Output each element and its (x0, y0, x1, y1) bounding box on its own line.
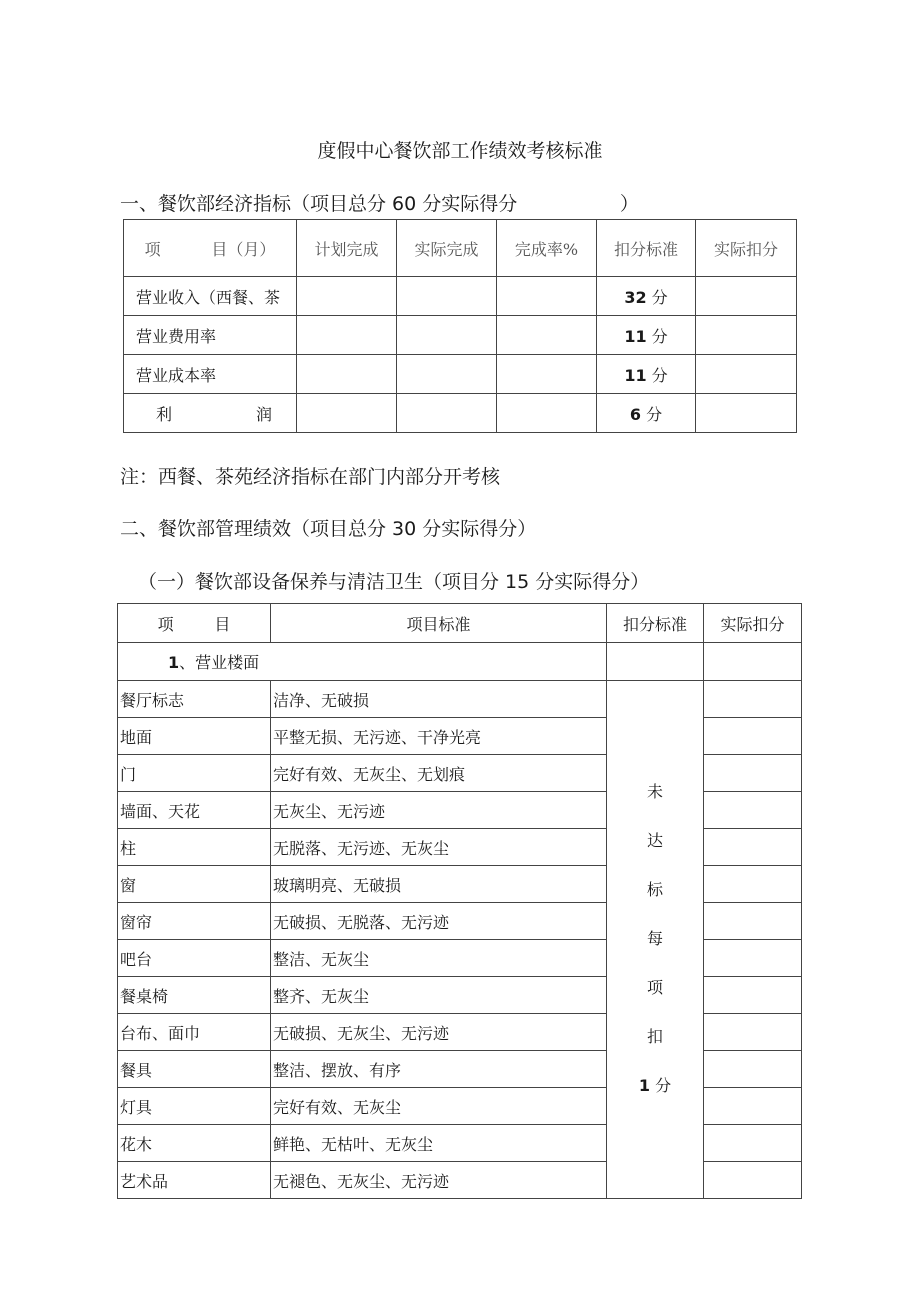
cell-actual (397, 316, 497, 355)
section2-heading: 二、餐饮部管理绩效（项目总分 30 分实际得分） (120, 518, 537, 540)
header-actual-deduction: 实际扣分 (696, 220, 797, 277)
table-header-row (118, 604, 802, 643)
cell-rate (497, 394, 597, 433)
cell-actual-deduction (704, 718, 802, 755)
header-standard: 项目标准 (271, 604, 607, 643)
subsection-title: 1、营业楼面 (118, 643, 607, 681)
cell-actual-deduction (696, 394, 797, 433)
row-points: 6 分 (597, 394, 696, 433)
row-item: 墙面、天花 (118, 792, 271, 829)
note-text: 注：西餐、茶苑经济指标在部门内部分开考核 (120, 466, 501, 488)
cell-planned (297, 355, 397, 394)
cell-actual (397, 394, 497, 433)
equipment-cleaning-table (117, 603, 802, 1199)
cell-planned (297, 277, 397, 316)
cell-actual-deduction (704, 1088, 802, 1125)
cell-actual-deduction (704, 1125, 802, 1162)
row-points: 11 分 (597, 316, 696, 355)
cell-actual-deduction (696, 355, 797, 394)
row-standard: 完好有效、无灰尘、无划痕 (271, 755, 607, 792)
row-item: 灯具 (118, 1088, 271, 1125)
cell-planned (297, 316, 397, 355)
row-item: 餐厅标志 (118, 681, 271, 718)
row-points: 11 分 (597, 355, 696, 394)
table-row (124, 394, 797, 433)
cell-actual-deduction (704, 792, 802, 829)
table-header-row (124, 220, 797, 277)
row-standard: 平整无损、无污迹、干净光亮 (271, 718, 607, 755)
cell-actual-deduction (704, 1051, 802, 1088)
row-item: 营业成本率 (124, 355, 297, 394)
header-actual: 实际完成 (397, 220, 497, 277)
cell-rate (497, 316, 597, 355)
cell-actual (397, 355, 497, 394)
row-item: 餐桌椅 (118, 977, 271, 1014)
cell-actual-deduction (704, 1162, 802, 1199)
cell-rate (497, 355, 597, 394)
header-actual-deduction: 实际扣分 (704, 604, 802, 643)
row-item: 吧台 (118, 940, 271, 977)
row-item: 地面 (118, 718, 271, 755)
cell-deduction-standard (607, 643, 704, 681)
row-standard: 无灰尘、无污迹 (271, 792, 607, 829)
section1-heading: 一、餐饮部经济指标（项目总分 60 分实际得分 ） (120, 193, 639, 215)
row-item: 窗 (118, 866, 271, 903)
header-deduction-standard: 扣分标准 (607, 604, 704, 643)
row-standard: 完好有效、无灰尘 (271, 1088, 607, 1125)
row-standard: 整洁、摆放、有序 (271, 1051, 607, 1088)
economic-indicators-table (123, 219, 797, 433)
row-standard: 玻璃明亮、无破损 (271, 866, 607, 903)
table-row (118, 681, 802, 718)
deduction-standard-merged: 未 达 标 每 项 扣 1 分 (607, 681, 704, 1199)
cell-actual-deduction (704, 903, 802, 940)
document-title: 度假中心餐饮部工作绩效考核标准 (317, 140, 603, 162)
row-standard: 无破损、无脱落、无污迹 (271, 903, 607, 940)
cell-actual-deduction (696, 277, 797, 316)
cell-actual-deduction (704, 643, 802, 681)
row-standard: 洁净、无破损 (271, 681, 607, 718)
row-standard: 整齐、无灰尘 (271, 977, 607, 1014)
row-points: 32 分 (597, 277, 696, 316)
row-item: 台布、面巾 (118, 1014, 271, 1051)
table-row (124, 277, 797, 316)
subsection-row (118, 643, 802, 681)
table-row (124, 316, 797, 355)
cell-actual (397, 277, 497, 316)
section2-1-heading: （一）餐饮部设备保养与清洁卫生（项目分 15 分实际得分） (138, 571, 650, 593)
cell-actual-deduction (704, 829, 802, 866)
header-item: 项 目（月） (124, 220, 297, 277)
header-planned: 计划完成 (297, 220, 397, 277)
row-item: 营业收入（西餐、茶 (124, 277, 297, 316)
cell-rate (497, 277, 597, 316)
row-item: 柱 (118, 829, 271, 866)
table-row (124, 355, 797, 394)
row-standard: 无脱落、无污迹、无灰尘 (271, 829, 607, 866)
cell-actual-deduction (704, 977, 802, 1014)
row-item: 利 润 (124, 394, 297, 433)
cell-actual-deduction (704, 1014, 802, 1051)
row-item: 门 (118, 755, 271, 792)
row-item: 餐具 (118, 1051, 271, 1088)
row-standard: 无褪色、无灰尘、无污迹 (271, 1162, 607, 1199)
cell-actual-deduction (704, 866, 802, 903)
header-item: 项 目 (118, 604, 271, 643)
header-rate: 完成率% (497, 220, 597, 277)
row-item: 窗帘 (118, 903, 271, 940)
cell-actual-deduction (704, 940, 802, 977)
row-standard: 鲜艳、无枯叶、无灰尘 (271, 1125, 607, 1162)
cell-actual-deduction (704, 681, 802, 718)
cell-actual-deduction (696, 316, 797, 355)
header-deduction-standard: 扣分标准 (597, 220, 696, 277)
cell-actual-deduction (704, 755, 802, 792)
row-standard: 无破损、无灰尘、无污迹 (271, 1014, 607, 1051)
row-item: 花木 (118, 1125, 271, 1162)
row-item: 营业费用率 (124, 316, 297, 355)
row-standard: 整洁、无灰尘 (271, 940, 607, 977)
row-item: 艺术品 (118, 1162, 271, 1199)
cell-planned (297, 394, 397, 433)
